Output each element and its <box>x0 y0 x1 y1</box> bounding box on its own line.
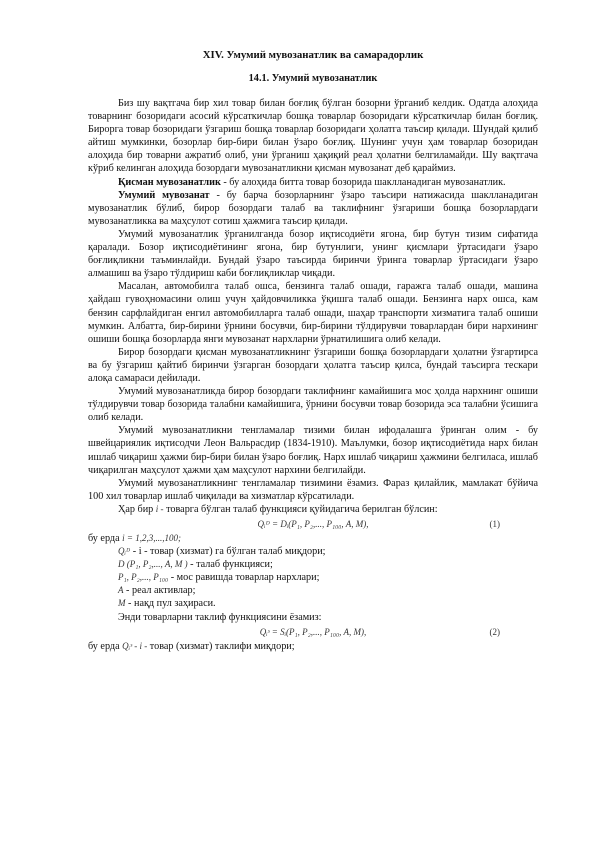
formula-demand <box>88 516 538 532</box>
paragraph-example: Масалан, автомобилга талаб ошса, бензинга талаб ошади, гаражга талаб ошади, машина ҳайдаш гувоҳномасини олиш учун ҳайдовчиликка ўқишга талаб ошади. Бензинга нарх ошса, кам бензин сарфлайдиган енгил автомобилларга талаб ошади, шаҳар транспорти хизматига талаб ошиши мумкин. Албатта, бир-бирини ўрнини босувчи, бир-бирини тўлдирувчи товарлардан бири нархининг ошиши бошқа бозорларда янги мувозанат нархларни ўрнатилишига олиб келади. <box>88 281 538 345</box>
formula-supply <box>88 624 538 640</box>
formula-demand-number: (1) <box>489 519 500 529</box>
paragraph-supply-function: Энди товарларни таклиф функциясини ёзамиз: <box>118 611 322 623</box>
term-general-equilibrium: Умумий мувозанат <box>118 189 210 201</box>
paragraph-equations-intro: Умумий мувозанатликнинг тенгламалар тизимини ёзамиз. Фараз қилайлик, мамлакат бўйича 100 хил товарлар ишлаб чиқилади ва хизматлар кўрсатилади. <box>88 477 538 502</box>
definition-prices: P₁, P₂,..., P₁₀₀ - мос равишда товарлар нархлари; <box>118 572 320 584</box>
paragraph-feedback: Бирор бозордаги қисман мувозанатликнинг ўзгариши бошқа бозорлардаги ҳолатни ўзгартирса ва бу ўзгариш қайтиб биринчи ўзгарган бозордаги ҳолатга таъсир қилса, бундай таъсирга тескари алоқа самараси дейилади. <box>88 346 538 384</box>
paragraph-partial-equilibrium <box>88 176 538 189</box>
paragraph-intro: Биз шу вақтгача бир хил товар билан боғлиқ бўлган бозорни ўрганиб келдик. Одатда алоҳида товарнинг бозоридаги асосий кўрсаткичлар бошқа товарлар бозоридаги кўрсаткичлар билан боғлиқ. Бироргa товар бозоридаги ўзгариш бошқа товарлар бозоридаги ҳолатга таъсир қилади. Шундай қилиб айтиш мумкинки, бозорлар бир-бири билан ўзаро боғлиқ. Шунинг учун ҳам товарлар бозоридан алоҳида бир товарни ажратиб олиб, уни ўрганиш ҳақиқий реал ҳолатни белгиламайди. Шу вақтгача кўриб келинган алоҳида бозордаги мувозанатликни қисман мувозанат деб қараймиз. <box>88 98 538 175</box>
section-title: 14.1. Умумий мувозанатлик <box>248 73 378 84</box>
formula-demand-expression: Qᵢᴰ = Dᵢ(P₁, P₂,..., P₁₀₀, A, M), <box>257 519 369 529</box>
definition-real-assets: A - реал активлар; <box>118 585 196 597</box>
definition-general-equilibrium: - бу барча бозорларнинг ўзаро таъсири натижасида шаклланадиган мувозанатлик бўлиб, бирор бозордаги талаб ва таклифнинг ўзгариши бошқа бозорлардаги мувозанатликка ва маҳсулот сотиш ҳажмига таъсир қилади. <box>88 189 538 227</box>
definition-cash: M - нақд пул заҳираси. <box>118 598 216 610</box>
symbol-index-range: i = 1,2,3,...,100; <box>122 533 181 543</box>
paragraph-walras: Умумий мувозанатликни тенгламалар тизими билан ифодалашга ўринган олим - бу швейцариялик иқтисодчи Леон Вальрасдир (1834-1910). Маълумки, бозор иқтисодиётида нарх билан ишлаб чиқариш ҳажми бир-бири билан ўзаро боғлиқ. Нарх ишлаб чиқариш ҳажмини белгилаca, ишлаб чиқарилган маҳсулот ҳажми ҳам маҳсулот нархини белгилайди. <box>88 425 538 476</box>
definition-qd: Qᵢᴰ - i - товар (хизмат) га бўлган талаб миқдори; <box>118 546 326 558</box>
formula-supply-number: (2) <box>489 626 500 637</box>
chapter-title: XIV. Умумий мувозанатлик ва самарадорлик <box>202 49 424 61</box>
document-page <box>88 44 538 653</box>
symbol-qs: Qᵢˢ - i - <box>122 640 148 651</box>
definition-partial-equilibrium: - бу алоҳида битта товар бозорида шаклланадиган мувозанатлик. <box>220 176 506 188</box>
paragraph-system: Умумий мувозанатлик ўрганилганда бозор иқтисодиёти ягона, бир бутун тизим сифатида қаралади. Бозор иқтисодиётининг ягона, бир бутунлиги, унинг қисмлари ўртасидаги ўзаро боғлиқликни таъминлайди. Бундай ўзаро таъсирда биринчи ўринга товарлар ўртасидаги ўзаро алмашиш ва ўзаро тўлдириш каби боғлиқликлар чиқади. <box>88 228 538 280</box>
paragraph-supply-decrease: Умумий мувозанатликда бирор бозордаги таклифнинг камайишига мос ҳолда нархнинг ошиши тўлдирувчи товар бозорида талабни камайишига, ўрнини босувчи товар бозорида эса талабни ўсишига олиб келади. <box>88 386 538 424</box>
formula-supply-expression: Qᵢˢ = Sᵢ(P₁, P₂,..., P₁₀₀, A, M), <box>259 626 367 637</box>
symbol-i: i - <box>155 503 164 514</box>
definition-demand-function: D (P₁, P₂,..., A, M ) - талаб функцияси; <box>118 559 273 571</box>
paragraph-demand-function: Ҳар бир i - товарга бўлган талаб функцияси қуйидагича берилган бўлсин: <box>118 503 438 515</box>
term-partial-equilibrium: Қисман мувозанатлик <box>118 176 221 188</box>
paragraph-general-equilibrium <box>88 189 538 228</box>
where-line-2: бу ерда Qᵢˢ - i - товар (хизмат) таклифи миқдори; <box>88 640 295 652</box>
where-line-1: бу ерда i = 1,2,3,...,100; <box>88 533 181 544</box>
